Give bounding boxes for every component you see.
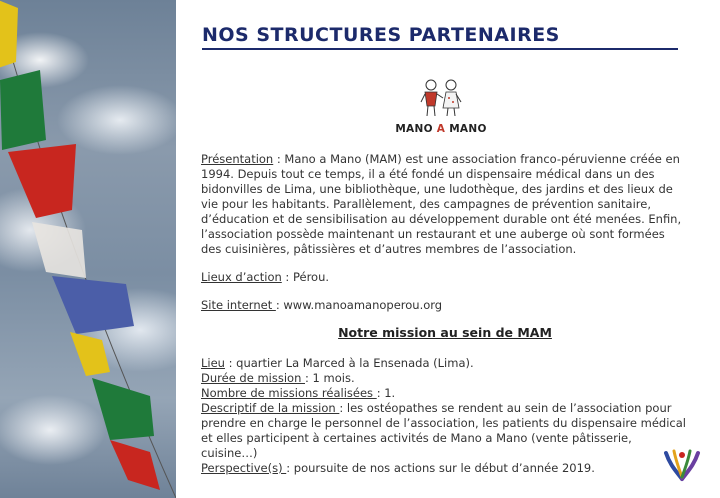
mission-lieu-label: Lieu (201, 356, 225, 370)
prayer-flags-graphic (0, 0, 176, 498)
lieux-action-line (201, 270, 687, 285)
logo-word-a: A (436, 123, 446, 135)
mission-nombre-label: Nombre de missions réalisées (201, 386, 377, 400)
children-figures-icon (419, 78, 463, 120)
mission-lieu-text: : quartier La Marced à la Ensenada (Lima). (224, 356, 474, 370)
mission-details (201, 356, 687, 476)
flag-yellow-lower (70, 332, 110, 376)
lieux-action-label: Lieux d’action (201, 270, 282, 284)
prayer-flags-photo (0, 0, 176, 498)
title-divider (202, 48, 678, 50)
presentation-label: Présentation (201, 152, 274, 166)
mission-descriptif-label: Descriptif de la mission (201, 401, 340, 415)
mission-duree-text: : 1 mois. (305, 371, 355, 385)
presentation-text: : Mano a Mano (MAM) est une association franco-péruvienne créée en 1994. Depuis tout ce temps, il a été fondé un dispensaire médical dans un des bidonvilles de Lima, une bibliothèque, une ludothèque, des jardins et des lieux de vie pour les habitants. Parallèlement, des campagnes de prévention sanitaire, d’éducation et de sensibilisation au développement durable ont été menées. Enfin, l’association possède maintenant un restaurant et une auberge où sont formées des cuisinières, pâtissières et d’autres membres de l’association. (201, 152, 682, 256)
mission-perspective-label: Perspective(s) (201, 461, 287, 475)
mission-nombre-text: : 1. (376, 386, 396, 400)
mission-duree-line (201, 371, 687, 386)
lieux-action-text: : Pérou. (281, 270, 330, 284)
flag-yellow-top (0, 0, 18, 68)
flag-blue (52, 276, 134, 334)
mission-perspective-line (201, 461, 687, 476)
mission-lieu-line (201, 356, 687, 371)
logo-word-mano-1: MANO (395, 123, 433, 135)
flag-green-top (0, 70, 46, 150)
organization-hands-logo-icon (662, 447, 702, 483)
flag-white (32, 222, 86, 278)
mission-nombre-line (201, 386, 687, 401)
site-internet-line (201, 298, 687, 313)
flag-green-lower (92, 378, 154, 440)
logo-word-mano-2: MANO (449, 123, 487, 135)
mission-section-title: Notre mission au sein de MAM (338, 325, 552, 340)
site-internet-label: Site internet (201, 298, 276, 312)
page-title: NOS STRUCTURES PARTENAIRES (202, 24, 560, 46)
mission-duree-label: Durée de mission (201, 371, 306, 385)
mission-descriptif-text: : les ostéopathes se rendent au sein de l’association pour prendre en charge le personnel de l’association, les patients du dispensaire médical et elles participent à certaines activités de Mano a Mano (vente pâtisserie, cuisine…) (201, 401, 686, 460)
presentation-paragraph (201, 152, 687, 257)
flag-red-lower (110, 440, 160, 490)
mano-a-mano-logo (395, 78, 487, 138)
site-internet-url[interactable]: : www.manoamanoperou.org (275, 298, 443, 312)
logo-wordmark (395, 123, 487, 135)
mission-descriptif-line (201, 401, 687, 461)
flag-red-top (8, 144, 76, 218)
mission-perspective-text: : poursuite de nos actions sur le début d’année 2019. (286, 461, 595, 475)
